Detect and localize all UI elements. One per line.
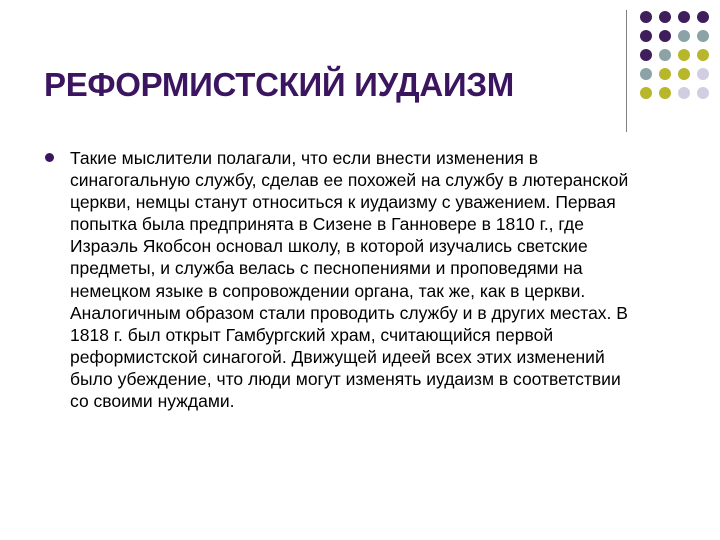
decorative-dot <box>697 68 709 80</box>
decorative-dot <box>659 11 671 23</box>
decorative-dot <box>659 30 671 42</box>
decorative-dot <box>640 30 652 42</box>
decorative-dot <box>678 11 690 23</box>
decorative-dot <box>640 68 652 80</box>
decorative-dot <box>697 49 709 61</box>
decorative-dot <box>659 49 671 61</box>
decorative-dot <box>678 87 690 99</box>
decorative-dot <box>640 87 652 99</box>
decorative-dot <box>678 49 690 61</box>
decorative-dot <box>678 68 690 80</box>
decorative-dot <box>640 11 652 23</box>
decorative-dot <box>640 49 652 61</box>
decorative-dot <box>678 30 690 42</box>
decorative-dot <box>659 68 671 80</box>
bullet-list <box>44 147 644 412</box>
vertical-divider <box>626 10 627 132</box>
decorative-dot <box>697 11 709 23</box>
decorative-dot <box>659 87 671 99</box>
bullet-text: Такие мыслители полагали, что если внести изменения в синагогальную службу, сделав ее похожей на службу в лютеранской церкви, немцы станут относиться к иудаизму с уважением. Первая попытка была предпринята в Сизене в Ганновере в 1810 г., где Израэль Якобсон основал школу, в которой изучались светские предметы, и служба велась с песнопениями и проповедями на немецком языке в сопровождении органа, так же, как в церкви. Аналогичным образом стали проводить службу и в других местах. В 1818 г. был открыт Гамбургский храм, считающийся первой реформистской синагогой. Движущей идеей всех этих изменений было убеждение, что люди могут изменять иудаизм в соответствии со своими нуждами. <box>70 148 629 412</box>
slide-title: РЕФОРМИСТСКИЙ ИУДАИЗМ <box>44 66 514 103</box>
decorative-dot <box>697 87 709 99</box>
decorative-dot <box>697 30 709 42</box>
bullet-dot-icon <box>45 153 54 162</box>
decorative-dot-grid <box>640 11 709 99</box>
bullet-item <box>44 147 644 412</box>
